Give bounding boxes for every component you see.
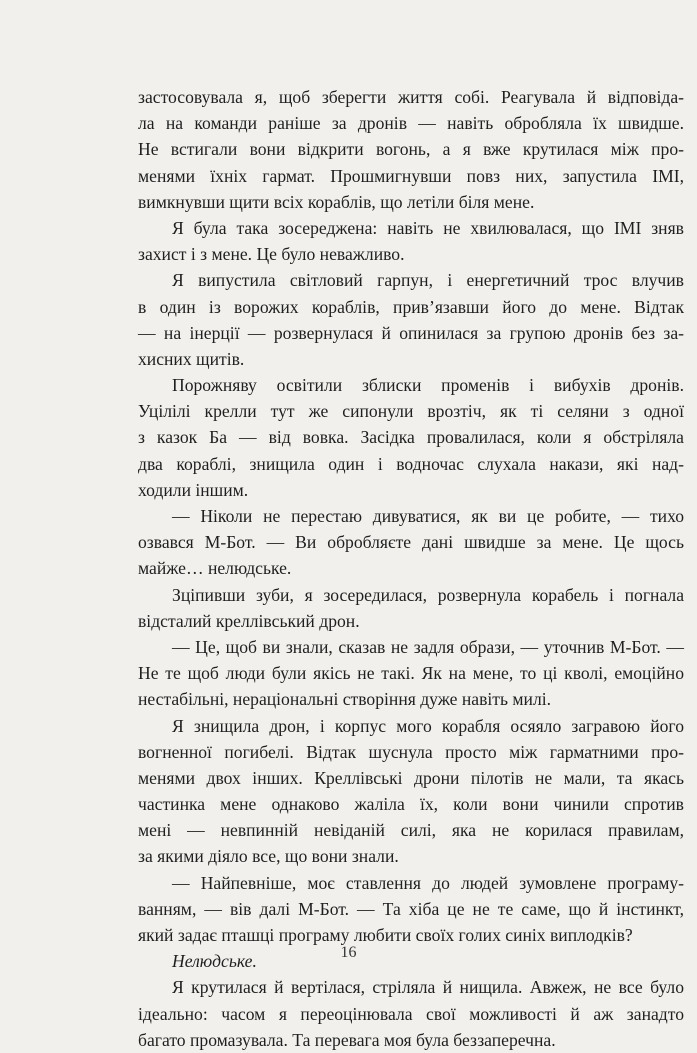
text-line: в один із ворожих кораблів, прив’язавши його до мене. Відтак	[138, 296, 684, 317]
text-line: Не те щоб люди були якісь не такі. Як на мене, то ці кволі, емоційно	[138, 663, 684, 684]
text-line: — Ніколи не перестаю дивуватися, як ви це робите, — тихо	[172, 506, 684, 526]
text-line: захист і з мене. Це було неважливо.	[138, 244, 405, 265]
text-line: який задає пташці програму любити своїх голих синіх виплодків?	[138, 925, 633, 945]
text-line: Я випустила світловий гарпун, і енергетичний трос влучив	[172, 270, 684, 291]
text-line: з казок Ба — від вовка. Засідка провалилася, коли я обстріляла	[138, 427, 684, 448]
text-line: ла на команди раніше за дронів — навіть обробляла їх швидше.	[138, 113, 684, 134]
text-line: Я була така зосереджена: навіть не хвилювалася, що ІМІ зняв	[172, 217, 684, 238]
text-line: майже… нелюдське.	[138, 558, 292, 579]
text-line: Уцілілі крелли тут же сипонули врозтіч, як ті селяни з одної	[138, 401, 684, 422]
text-line: ідеально: часом я переоцінювала свої можливості й аж занадто	[138, 1003, 684, 1024]
text-line: застосовувала я, щоб зберегти життя собі. Реагувала й відповіда-	[138, 87, 684, 107]
text-line: вимкнувши щити всіх кораблів, що летіли біля мене.	[138, 191, 535, 212]
text-line: — на інерції — розвернулася й опинилася за групою дронів без за-	[138, 322, 684, 343]
text-line: мені — невпинній невіданій силі, яка не корилася правилам,	[138, 820, 684, 841]
text-line: Зціпивши зуби, я зосередилася, розвернула корабель і погнала	[172, 584, 684, 605]
text-line: хисних щитів.	[138, 348, 245, 369]
text-line: багато промазувала. Та перевага моя була беззаперечна.	[138, 1029, 556, 1050]
text-line: менями двох інших. Креллівські дрони пілотів не мали, та якась	[138, 767, 684, 788]
text-line: озвався М-Бот. — Ви обробляєте дані швидше за мене. Це щось	[138, 532, 684, 553]
text-line: відсталий креллівський дрон.	[138, 610, 360, 631]
text-line: за якими діяло все, що вони знали.	[138, 846, 399, 867]
text-line: Нелюдське.	[172, 951, 257, 972]
text-line: — Найпевніше, моє ставлення до людей зумовлене програму-	[172, 872, 684, 893]
text-line: вогненної погибелі. Відтак шуснула просто між гарматними про-	[138, 741, 684, 762]
text-line: Я крутилася й вертілася, стріляла й нищила. Авжеж, не все було	[172, 977, 684, 998]
text-line: — Це, щоб ви знали, сказав не задля образи, — уточнив М-Бот. —	[172, 636, 684, 657]
text-line: менями їхніх гармат. Прошмигнувши повз них, запустила ІМІ,	[138, 165, 684, 186]
text-line: Порожняву освітили зблиски променів і вибухів дронів.	[172, 375, 684, 396]
page-number: 16	[340, 944, 357, 961]
text-line: два кораблі, знищила один і водночас слухала накази, які над-	[138, 453, 684, 474]
text-line: ванням, — вів далі М-Бот. — Та хіба це не те саме, що й інстинкт,	[138, 898, 684, 919]
text-line: частинка мене однаково жаліла їх, коли вони чинили спротив	[138, 794, 684, 815]
text-line: нестабільні, нераціональні створіння дуже навіть милі.	[138, 689, 552, 710]
text-line: Не встигали вони відкрити вогонь, а я вже крутилася між про-	[138, 139, 684, 160]
text-line: ходили іншим.	[138, 479, 249, 500]
text-line: Я знищила дрон, і корпус мого корабля осяяло загравою його	[172, 715, 684, 736]
body-text	[138, 84, 684, 1053]
